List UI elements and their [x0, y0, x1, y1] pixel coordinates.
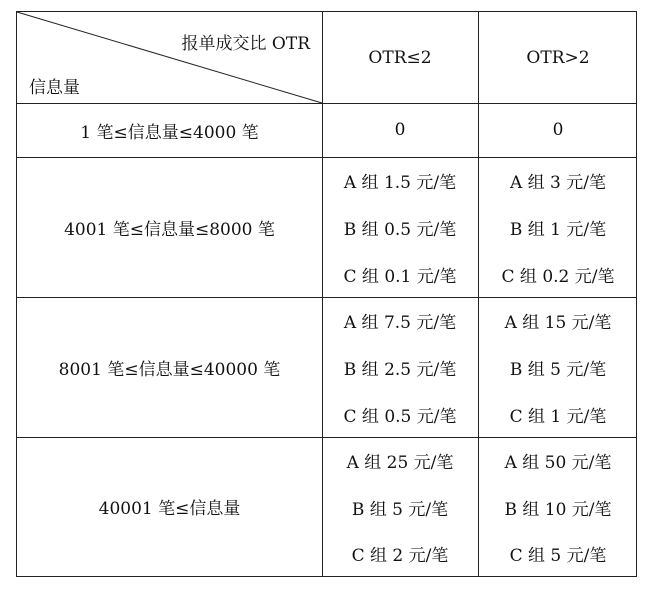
row-label: 8001 笔≤信息量≤40000 笔	[58, 359, 281, 380]
table-cell: 0	[394, 120, 406, 140]
table-cell: C 组 5 元/笔	[509, 546, 607, 566]
table-cell: C 组 1 元/笔	[509, 406, 607, 427]
header-volume-label: 信息量	[29, 78, 80, 98]
table-cell: B 组 0.5 元/笔	[343, 220, 457, 240]
table-cell: C 组 0.1 元/笔	[343, 266, 457, 287]
fee-table	[16, 11, 637, 577]
table-cell: 0	[552, 120, 564, 140]
header-otr-le-2: OTR≤2	[368, 47, 432, 68]
table-cell: B 组 1 元/笔	[509, 220, 607, 240]
row-label: 1 笔≤信息量≤4000 笔	[80, 122, 259, 143]
table-cell: C 组 0.2 元/笔	[501, 266, 615, 287]
table-cell: C 组 2 元/笔	[351, 546, 449, 566]
table-cell: B 组 5 元/笔	[509, 360, 607, 380]
table-cell: A 组 3 元/笔	[509, 173, 607, 193]
table-cell: C 组 0.5 元/笔	[343, 406, 457, 427]
table-cell: B 组 2.5 元/笔	[343, 360, 457, 380]
table-cell: A 组 25 元/笔	[346, 453, 454, 473]
row-label: 40001 笔≤信息量	[98, 499, 241, 519]
row-label: 4001 笔≤信息量≤8000 笔	[64, 219, 275, 240]
header-otr-label: 报单成交比 OTR	[181, 34, 310, 54]
header-otr-gt-2: OTR>2	[526, 47, 590, 68]
table-cell: A 组 50 元/笔	[504, 453, 612, 473]
table-cell: A 组 7.5 元/笔	[343, 313, 457, 333]
table-cell: B 组 5 元/笔	[351, 500, 449, 520]
table-cell: B 组 10 元/笔	[504, 500, 612, 520]
table-cell: A 组 15 元/笔	[504, 313, 612, 333]
table-cell: A 组 1.5 元/笔	[343, 173, 457, 193]
